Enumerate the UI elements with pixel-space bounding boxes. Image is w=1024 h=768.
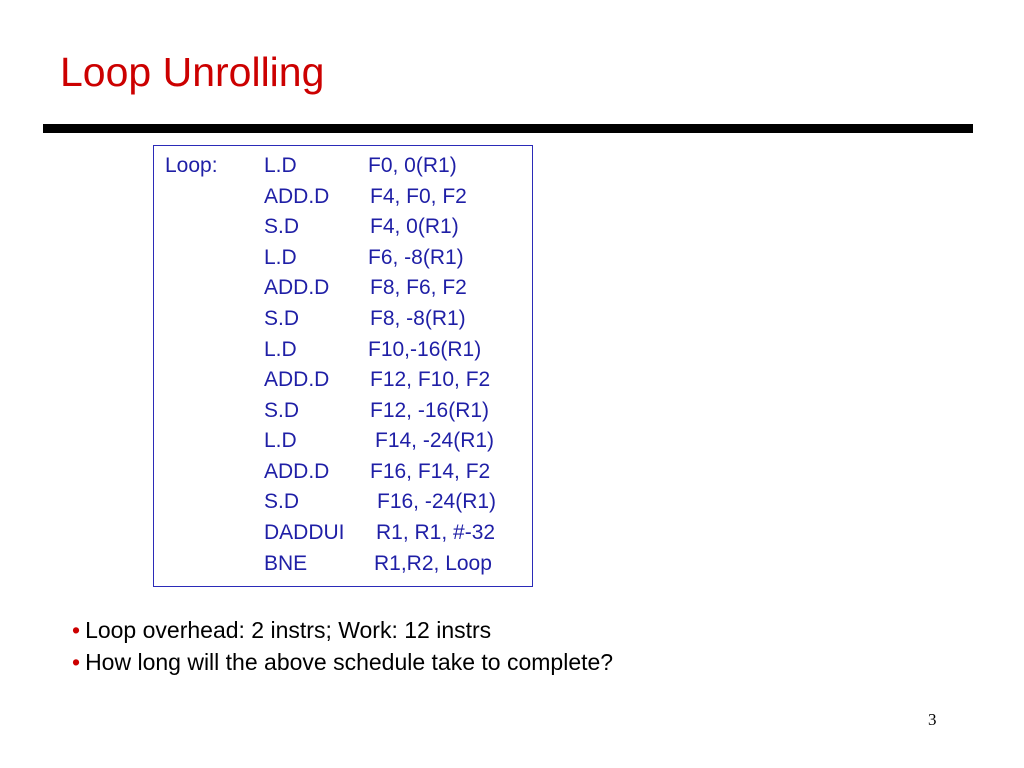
instruction-opcode: ADD.D: [264, 185, 330, 208]
bullet-list: [72, 614, 613, 678]
instruction-opcode: ADD.D: [264, 368, 330, 391]
instruction-operands: F12, -16(R1): [370, 399, 490, 422]
instruction-opcode: ADD.D: [264, 460, 330, 483]
instruction-operands: F4, 0(R1): [370, 215, 459, 238]
instruction-operands: F14, -24(R1): [375, 429, 495, 452]
title-divider: [43, 124, 973, 133]
instruction-operands: F16, F14, F2: [370, 460, 491, 483]
bullet-marker: •: [72, 649, 81, 675]
bullet-text: How long will the above schedule take to complete?: [85, 649, 614, 675]
instruction-opcode: S.D: [264, 399, 300, 422]
instruction-operands: R1,R2, Loop: [374, 552, 492, 575]
instruction-operands: F8, F6, F2: [370, 276, 467, 299]
instruction-operands: F12, F10, F2: [370, 368, 491, 391]
instruction-opcode: ADD.D: [264, 276, 330, 299]
instruction-opcode: L.D: [264, 154, 297, 177]
loop-label: Loop:: [165, 154, 218, 177]
instruction-operands: R1, R1, #-32: [376, 521, 496, 544]
instruction-operands: F16, -24(R1): [377, 490, 497, 513]
bullet-marker: •: [72, 617, 81, 643]
instruction-operands: F10,-16(R1): [368, 338, 482, 361]
instruction-operands: F4, F0, F2: [370, 185, 467, 208]
instruction-operands: F8, -8(R1): [370, 307, 466, 330]
code-block: [153, 145, 533, 587]
instruction-opcode: L.D: [264, 429, 297, 452]
bullet-text: Loop overhead: 2 instrs; Work: 12 instrs: [85, 617, 492, 643]
page-number: 3: [928, 710, 937, 729]
instruction-opcode: S.D: [264, 490, 300, 513]
instruction-opcode: S.D: [264, 215, 300, 238]
instruction-opcode: DADDUI: [264, 521, 345, 544]
instruction-operands: F6, -8(R1): [368, 246, 464, 269]
bullet-item: [72, 614, 613, 646]
instruction-opcode: BNE: [264, 552, 308, 575]
instruction-opcode: L.D: [264, 246, 297, 269]
slide-title: Loop Unrolling: [60, 49, 325, 95]
instruction-opcode: S.D: [264, 307, 300, 330]
bullet-item: [72, 646, 613, 678]
instruction-opcode: L.D: [264, 338, 297, 361]
instruction-operands: F0, 0(R1): [368, 154, 457, 177]
